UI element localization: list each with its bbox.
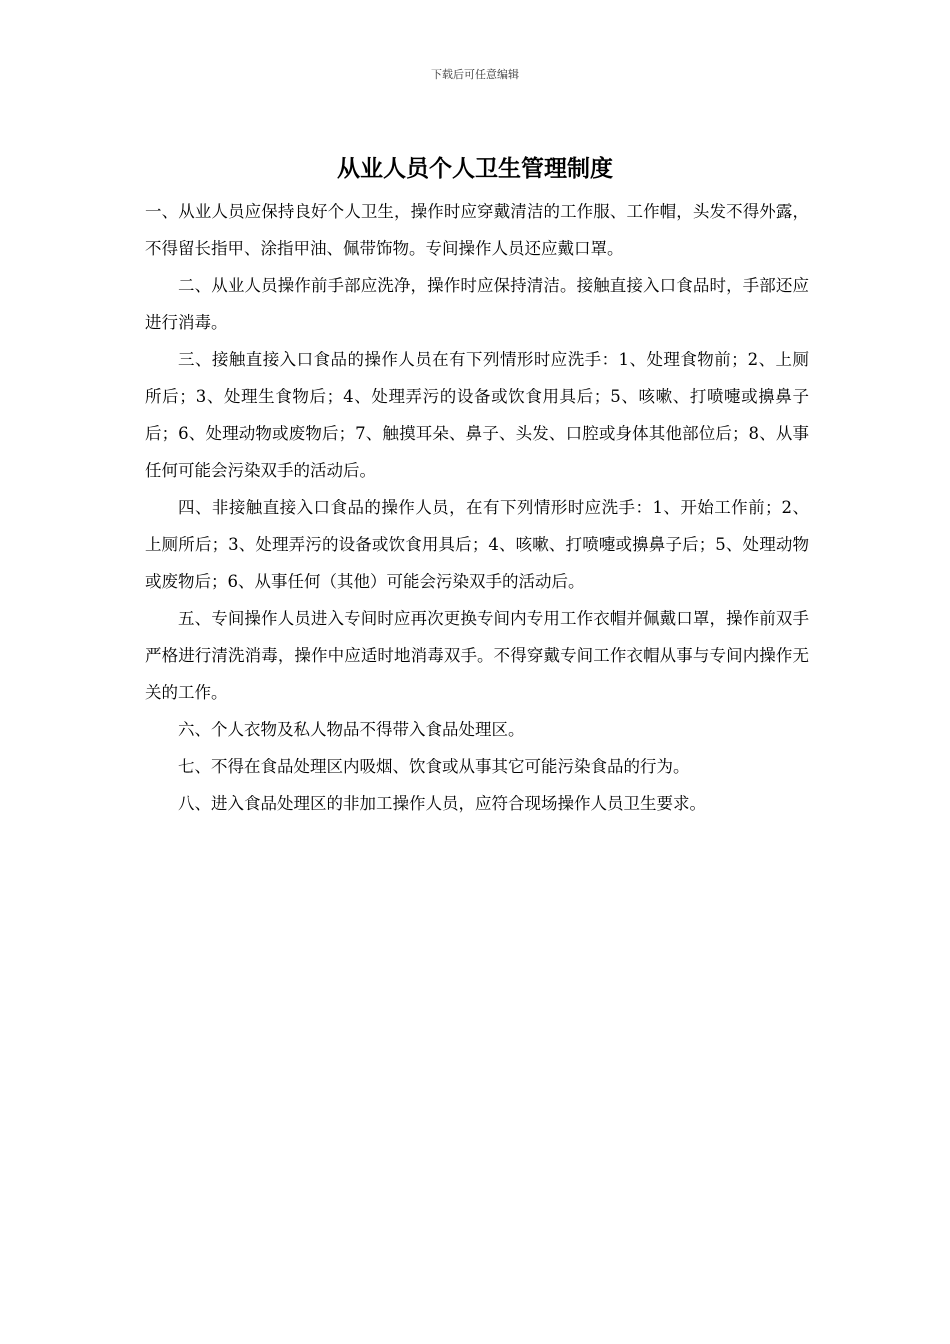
document-body bbox=[145, 193, 809, 822]
paragraph-4: 四、非接触直接入口食品的操作人员，在有下列情形时应洗手：1、开始工作前；2、上厕所后；3、处理弄污的设备或饮食用具后；4、咳嗽、打喷嚏或擤鼻子后；5、处理动物或废物后；6、从事任何（其他）可能会污染双手的活动后。 bbox=[145, 498, 809, 591]
paragraph-8: 八、进入食品处理区的非加工操作人员，应符合现场操作人员卫生要求。 bbox=[178, 794, 706, 813]
paragraph-7: 七、不得在食品处理区内吸烟、饮食或从事其它可能污染食品的行为。 bbox=[178, 757, 690, 776]
document-title: 从业人员个人卫生管理制度 bbox=[337, 155, 613, 182]
paragraph-2: 二、从业人员操作前手部应洗净，操作时应保持清洁。接触直接入口食品时，手部还应进行消毒。 bbox=[145, 276, 809, 332]
paragraph-3: 三、接触直接入口食品的操作人员在有下列情形时应洗手：1、处理食物前；2、上厕所后；3、处理生食物后；4、处理弄污的设备或饮食用具后；5、咳嗽、打喷嚏或擤鼻子后；6、处理动物或废物后；7、触摸耳朵、鼻子、头发、口腔或身体其他部位后；8、从事任何可能会污染双手的活动后。 bbox=[145, 350, 809, 480]
paragraph-6: 六、个人衣物及私人物品不得带入食品处理区。 bbox=[178, 720, 525, 739]
paragraph-5: 五、专间操作人员进入专间时应再次更换专间内专用工作衣帽并佩戴口罩，操作前双手严格进行清洗消毒，操作中应适时地消毒双手。不得穿戴专间工作衣帽从事与专间内操作无关的工作。 bbox=[145, 609, 809, 702]
paragraph-1: 一、从业人员应保持良好个人卫生，操作时应穿戴清洁的工作服、工作帽，头发不得外露，不得留长指甲、涂指甲油、佩带饰物。专间操作人员还应戴口罩。 bbox=[145, 202, 809, 258]
header-note: 下载后可任意编辑 bbox=[431, 68, 519, 81]
